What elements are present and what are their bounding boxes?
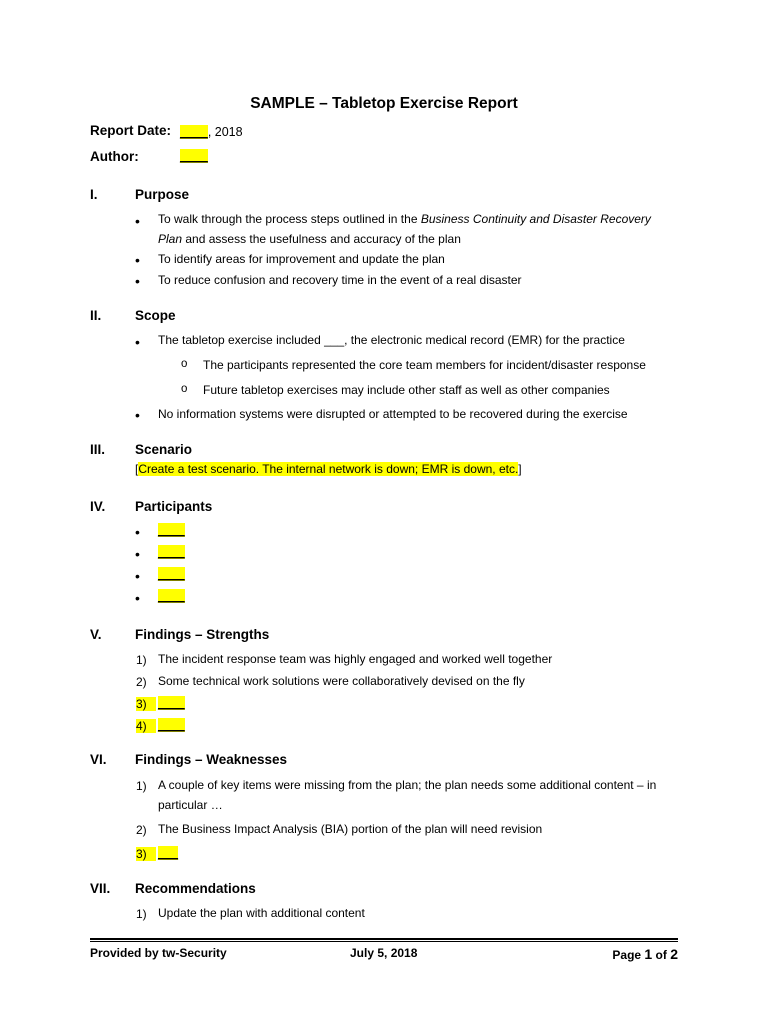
- scope-sub-2: Future tabletop exercises may include other staff as well as other companies: [203, 383, 610, 397]
- strength-blank: ____: [158, 718, 185, 732]
- section-number: II.: [90, 308, 102, 323]
- sub-bullet-icon: o: [181, 383, 188, 395]
- footer-divider: [90, 941, 678, 942]
- weakness-item: A couple of key items were missing from the plan; the plan needs some additional content – in particular …: [158, 778, 657, 812]
- section-title-participants: Participants: [135, 499, 213, 514]
- list-number: 1): [136, 653, 147, 667]
- report-date-blank: ____: [180, 125, 208, 139]
- scenario-placeholder: Create a test scenario. The internal network is down; EMR is down, etc.: [138, 462, 519, 476]
- purpose-bullet-2: To identify areas for improvement and update the plan: [158, 252, 445, 266]
- footer-page-number: [612, 946, 678, 962]
- section-number: V.: [90, 627, 102, 642]
- scope-bullet-2: No information systems were disrupted or attempted to be recovered during the exercise: [158, 407, 628, 421]
- section-title-purpose: Purpose: [135, 187, 190, 202]
- report-date-label: Report Date:: [90, 123, 172, 138]
- list-number: 2): [136, 823, 147, 837]
- page-total: 2: [670, 946, 678, 962]
- scope-sub-1: The participants represented the core team members for incident/disaster response: [203, 358, 646, 372]
- bullet-icon: •: [135, 524, 140, 540]
- bullet-icon: •: [135, 273, 140, 289]
- list-number: 3): [136, 697, 156, 711]
- weakness-item: [158, 843, 683, 863]
- scenario-text: [135, 462, 522, 476]
- bullet-icon: •: [135, 546, 140, 562]
- scope-bullet-1: The tabletop exercise included ___, the electronic medical record (EMR) for the practice: [158, 333, 625, 347]
- section-number: I.: [90, 187, 98, 202]
- bullet-icon: •: [135, 568, 140, 584]
- list-number: 3): [136, 847, 156, 861]
- weakness-item: The Business Impact Analysis (BIA) portion of the plan will need revision: [158, 822, 543, 836]
- report-date-year: , 2018: [207, 125, 243, 139]
- plan-title-italic: Business Continuity and Disaster Recovery Plan: [158, 212, 651, 246]
- section-title-recommendations: Recommendations: [135, 881, 256, 896]
- list-number: 1): [136, 779, 147, 793]
- participant-item: [158, 564, 678, 584]
- text-run: and assess the usefulness and accuracy of the plan: [182, 232, 461, 246]
- bullet-icon: •: [135, 334, 140, 350]
- section-number: VII.: [90, 881, 111, 896]
- strength-item: [158, 715, 683, 735]
- participant-item: [158, 542, 678, 562]
- author-label: Author:: [90, 149, 139, 164]
- page-current: 1: [644, 946, 653, 962]
- participant-blank: ____: [158, 589, 185, 603]
- participant-item: [158, 520, 678, 540]
- participant-item: [158, 586, 678, 606]
- section-number: III.: [90, 442, 106, 457]
- author-blank: ____: [180, 149, 208, 163]
- page-prefix: Page: [612, 948, 645, 962]
- participant-blank: ____: [158, 523, 185, 537]
- page-of: of: [652, 948, 671, 962]
- section-number: IV.: [90, 499, 106, 514]
- section-title-scope: Scope: [135, 308, 176, 323]
- weakness-blank: ___: [158, 846, 179, 860]
- footer-divider: [90, 938, 678, 940]
- participant-blank: ____: [158, 545, 185, 559]
- strength-item: Some technical work solutions were collaboratively devised on the fly: [158, 674, 525, 688]
- list-number: 1): [136, 907, 147, 921]
- bullet-icon: •: [135, 590, 140, 606]
- strength-blank: ____: [158, 696, 185, 710]
- purpose-bullet-1: [158, 209, 678, 249]
- text-run: To walk through the process steps outlined in the: [158, 212, 421, 226]
- report-date-value: [180, 125, 243, 139]
- purpose-bullet-3: To reduce confusion and recovery time in the event of a real disaster: [158, 273, 522, 287]
- footer-provider: Provided by tw-Security: [90, 946, 227, 960]
- strength-item: The incident response team was highly engaged and worked well together: [158, 652, 553, 666]
- section-title-weaknesses: Findings – Weaknesses: [135, 752, 288, 767]
- strength-item: [158, 693, 683, 713]
- section-title-strengths: Findings – Strengths: [135, 627, 270, 642]
- bullet-icon: •: [135, 407, 140, 423]
- bracket: ]: [518, 462, 522, 476]
- list-number: 4): [136, 719, 156, 733]
- section-title-scenario: Scenario: [135, 442, 193, 457]
- bullet-icon: •: [135, 213, 140, 229]
- bracket: [: [135, 462, 139, 476]
- participant-blank: ____: [158, 567, 185, 581]
- document-title: SAMPLE – Tabletop Exercise Report: [250, 95, 518, 112]
- footer-date: July 5, 2018: [350, 946, 418, 960]
- sub-bullet-icon: o: [181, 358, 188, 370]
- list-number: 2): [136, 675, 147, 689]
- bullet-icon: •: [135, 252, 140, 268]
- section-number: VI.: [90, 752, 107, 767]
- author-value: [180, 149, 208, 163]
- recommendation-item: Update the plan with additional content: [158, 906, 365, 920]
